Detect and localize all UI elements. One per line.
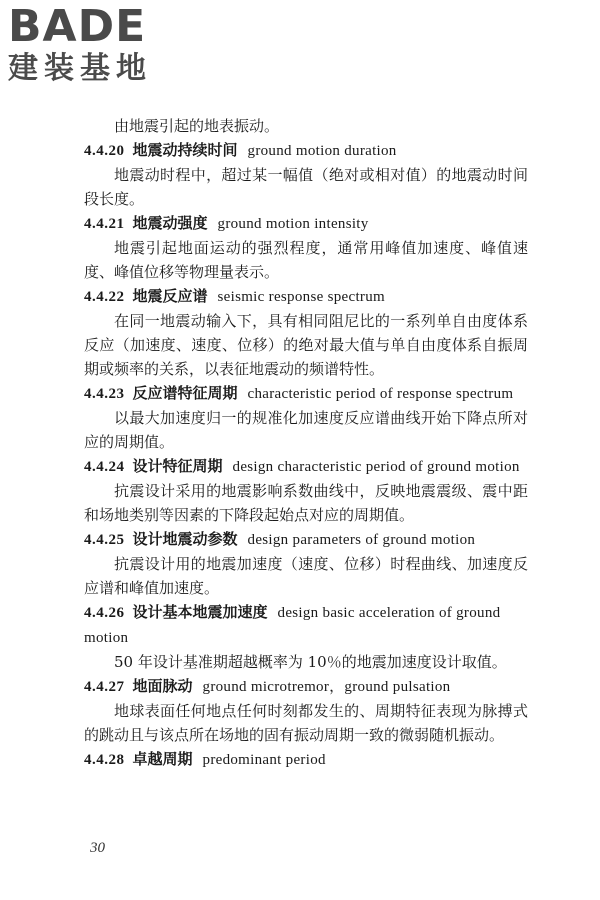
entry-term-en: ground motion duration bbox=[247, 143, 397, 159]
entry-term-en: design characteristic period of ground motion bbox=[232, 459, 520, 475]
entry-term-zh: 地面脉动 bbox=[132, 677, 193, 695]
logo-latin-text: BADE bbox=[8, 1, 147, 52]
entry-definition: 在同一地震动输入下，具有相同阻尼比的一系列单自由度体系反应（加速度、速度、位移）的绝对最大值与单自由度体系自振周期或频率的关系，以表征地震动的频谱特性。 bbox=[84, 312, 528, 378]
entry-term-zh: 设计基本地震加速度 bbox=[132, 603, 268, 621]
entry-definition: 以最大加速度归一的规准化加速度反应谱曲线开始下降点所对应的周期值。 bbox=[84, 409, 528, 451]
entry-number: 4.4.26 bbox=[84, 605, 125, 621]
entry-definition: 抗震设计采用的地震影响系数曲线中，反映地震震级、震中距和场地类别等因素的下降段起始点对应的周期值。 bbox=[84, 482, 528, 524]
entry-definition: 地震动时程中，超过某一幅值（绝对或相对值）的地震动时间段长度。 bbox=[84, 166, 528, 208]
entry-number: 4.4.23 bbox=[84, 386, 125, 402]
entry-term-en: ground motion intensity bbox=[217, 216, 369, 232]
entry-term-en: ground microtremor，ground pulsation bbox=[202, 679, 451, 695]
entry-heading bbox=[84, 138, 528, 163]
entry-heading bbox=[84, 211, 528, 236]
bade-logo bbox=[8, 1, 178, 92]
entry-number: 4.4.20 bbox=[84, 143, 125, 159]
entry-number: 4.4.21 bbox=[84, 216, 125, 232]
entry-heading bbox=[84, 527, 528, 552]
entry-heading bbox=[84, 381, 528, 406]
entry-term-en: predominant period bbox=[202, 752, 326, 768]
entry-definition: 抗震设计用的地震加速度（速度、位移）时程曲线、加速度反应谱和峰值加速度。 bbox=[84, 555, 528, 597]
intro-text: 由地震引起的地表振动。 bbox=[114, 117, 280, 135]
entry-term-zh: 地震动持续时间 bbox=[132, 141, 238, 159]
entry-term-zh: 设计地震动参数 bbox=[132, 530, 238, 548]
entry-number: 4.4.25 bbox=[84, 532, 125, 548]
entry-term-en: seismic response spectrum bbox=[217, 289, 385, 305]
logo-cjk-text: 建装基地 bbox=[8, 51, 152, 86]
entry-definition: 地震引起地面运动的强烈程度，通常用峰值加速度、峰值速度、峰值位移等物理量表示。 bbox=[84, 239, 528, 281]
entry-heading bbox=[84, 284, 528, 309]
entry-number: 4.4.22 bbox=[84, 289, 125, 305]
entry-heading bbox=[84, 747, 528, 772]
entry-term-zh: 卓越周期 bbox=[132, 750, 193, 768]
entry-term-en: design basic acceleration of ground motion bbox=[84, 605, 501, 646]
entry-term-en: characteristic period of response spectrum bbox=[247, 386, 514, 402]
entry-term-zh: 设计特征周期 bbox=[132, 457, 223, 475]
entry-definition: 地球表面任何地点任何时刻都发生的、周期特征表现为脉搏式的跳动且与该点所在场地的固有振动周期一致的微弱随机振动。 bbox=[84, 702, 528, 744]
entry-heading bbox=[84, 674, 528, 699]
entry-number: 4.4.24 bbox=[84, 459, 125, 475]
entry-heading bbox=[84, 600, 528, 650]
entry-definition: 50 年设计基准期超越概率为 10％的地震加速度设计取值。 bbox=[114, 653, 507, 671]
entry-term-zh: 反应谱特征周期 bbox=[132, 384, 238, 402]
entry-heading bbox=[84, 454, 528, 479]
entry-term-en: design parameters of ground motion bbox=[247, 532, 476, 548]
entry-number: 4.4.28 bbox=[84, 752, 125, 768]
entry-term-zh: 地震反应谱 bbox=[132, 287, 208, 305]
document-body bbox=[84, 114, 528, 772]
entry-term-zh: 地震动强度 bbox=[132, 214, 208, 232]
page-number: 30 bbox=[90, 840, 105, 856]
entry-number: 4.4.27 bbox=[84, 679, 125, 695]
